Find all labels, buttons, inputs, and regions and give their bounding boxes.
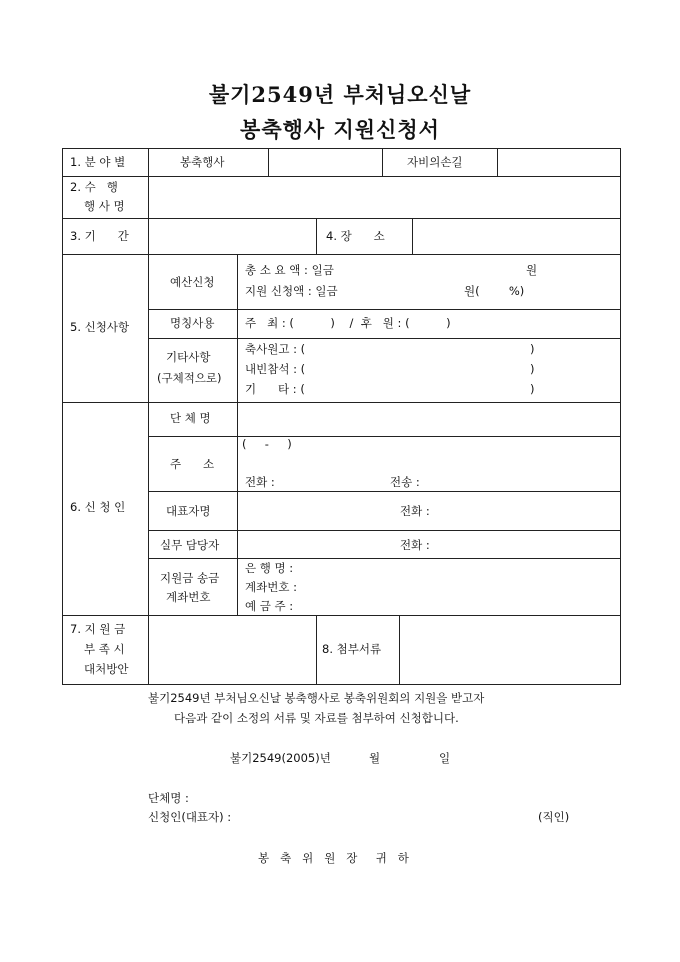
account-bank: 은 행 명 : (245, 561, 294, 575)
address-phone: 전화 : (245, 475, 275, 489)
close-paren-1: ) (530, 342, 535, 356)
account-label-a: 지원금 송금 (160, 571, 220, 585)
field-applicant-label: 6. 신 청 인 (70, 500, 126, 514)
account-label-b: 계좌번호 (166, 590, 211, 604)
signature-org: 단체명 : (148, 791, 189, 805)
field-category-label-2: 자비의손길 (407, 155, 463, 169)
staff-phone: 전화 : (400, 538, 430, 552)
org-name-label: 단 체 명 (170, 411, 211, 425)
date-day: 일 (439, 751, 451, 765)
close-paren-2: ) (530, 362, 535, 376)
budget-label: 예산신청 (170, 275, 215, 289)
field-period-label: 3. 기 간 (70, 229, 129, 243)
name-usage-value: 주 최 : ( ) / 후 원 : ( ) (245, 316, 451, 330)
rep-name-label: 대표자명 (166, 504, 211, 518)
other-speech: 축사원고 : ( (245, 342, 306, 356)
shortfall-label-c: 대처방안 (84, 662, 129, 676)
account-holder: 예 금 주 : (245, 599, 294, 613)
close-paren-3: ) (530, 382, 535, 396)
field-category-label: 1. 분 야 별 (70, 155, 126, 169)
field-event-name-label-a: 2. 수 행 (70, 180, 118, 194)
other-etc: 기 타 : ( (245, 382, 305, 396)
address-label: 주 소 (170, 457, 215, 471)
rep-phone: 전화 : (400, 504, 430, 518)
staff-label: 실무 담당자 (160, 538, 220, 552)
signature-seal: (직인) (538, 810, 570, 824)
account-number: 계좌번호 : (245, 580, 297, 594)
statement-line-1: 불기2549년 부처님오신날 봉축행사로 봉축위원회의 지원을 받고자 (148, 691, 485, 705)
budget-request-unit: 원( %) (464, 284, 525, 298)
budget-total-line: 총 소 요 액 : 일금 (245, 263, 334, 277)
date-month: 월 (369, 751, 381, 765)
attachments-label: 8. 첨부서류 (322, 642, 382, 656)
title-line-1: 불기2549년 부처님오신날 (208, 82, 472, 107)
field-place-label: 4. 장 소 (326, 229, 385, 243)
date-year: 불기2549(2005)년 (230, 751, 331, 765)
other-label-b: (구체적으로) (157, 371, 222, 385)
budget-request-line: 지원 신청액 : 일금 (245, 284, 338, 298)
field-category-value: 봉축행사 (180, 155, 225, 169)
title-line-2: 봉축행사 지원신청서 (240, 117, 440, 142)
other-guests: 내빈참석 : ( (245, 362, 306, 376)
signature-applicant: 신청인(대표자) : (148, 810, 232, 824)
statement-line-2: 다음과 같이 소정의 서류 및 자료를 첨부하여 신청합니다. (174, 711, 459, 725)
address-zip: ( - ) (242, 437, 292, 451)
field-event-name-label-b: 행 사 명 (84, 199, 125, 213)
shortfall-label-a: 7. 지 원 금 (70, 622, 126, 636)
addressee: 봉 축 위 원 장 귀 하 (258, 851, 409, 865)
address-fax: 전송 : (390, 475, 420, 489)
budget-total-unit: 원 (526, 263, 538, 277)
field-request-label: 5. 신청사항 (70, 320, 130, 334)
name-usage-label: 명칭사용 (170, 316, 215, 330)
other-label-a: 기타사항 (166, 350, 211, 364)
shortfall-label-b: 부 족 시 (84, 642, 125, 656)
